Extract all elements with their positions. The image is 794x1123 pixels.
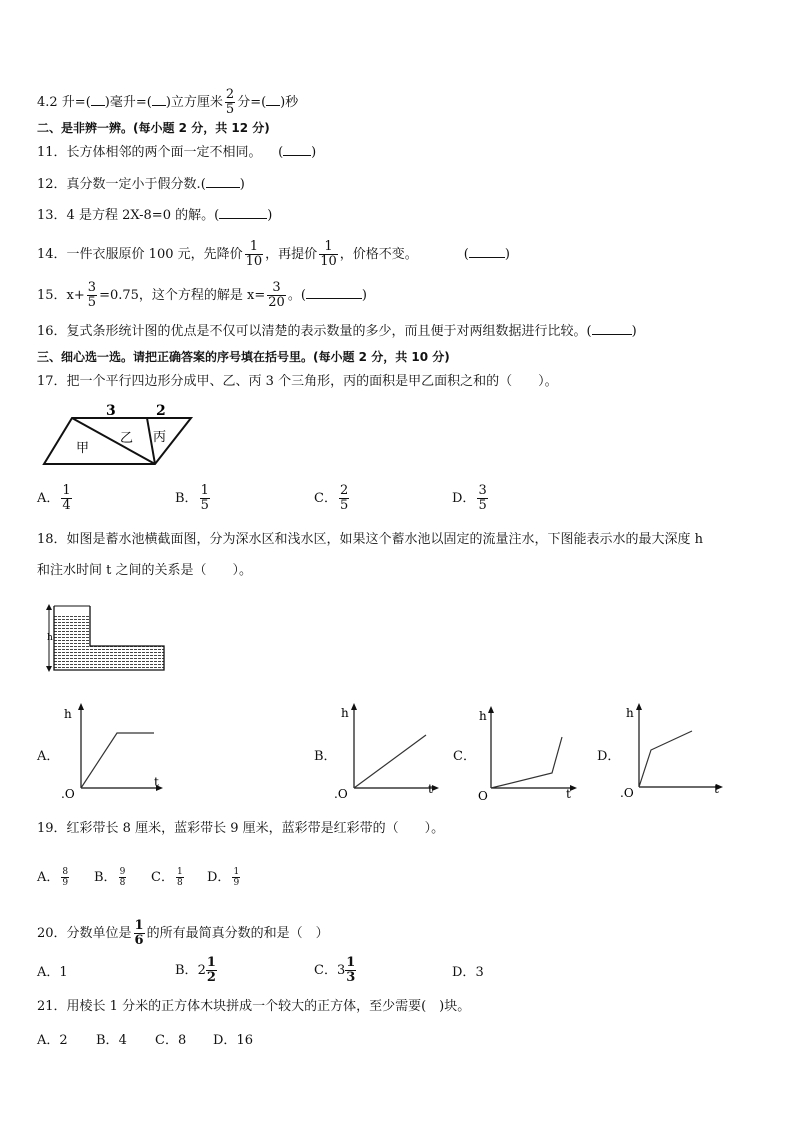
q18-option-d-label[interactable]: D． xyxy=(597,749,621,764)
q18-option-b-label[interactable]: B． xyxy=(314,749,337,764)
q17-option-c[interactable]: C． $\frac{2}{5}$ xyxy=(314,483,349,513)
svg-text:h: h xyxy=(64,707,72,721)
fraction: $\frac{3}{20}$ xyxy=(268,280,285,310)
top-left-label: 3 xyxy=(106,403,116,419)
svg-text:t: t xyxy=(566,787,571,801)
question-17: 17．把一个平行四边形分成甲、乙、丙 3 个三角形，丙的面积是甲乙面积之和的（ ）。 xyxy=(37,374,558,389)
svg-text:t: t xyxy=(428,782,433,796)
q19-option-c[interactable]: C． $\frac{1}{8}$ xyxy=(151,867,183,888)
graph-b[interactable] xyxy=(332,700,444,802)
question-13: 13．4 是方程 2X-8=0 的解。( ) xyxy=(37,208,273,223)
question-11: 11．长方体相邻的两个面一定不相同。 ( ) xyxy=(37,145,317,160)
q17-option-d[interactable]: D． $\frac{3}{5}$ xyxy=(452,483,487,513)
section-2-heading: 二、是非辨一辨。(每小题 2 分，共 12 分) xyxy=(37,121,270,135)
question-18-line-2: 和注水时间 t 之间的关系是（ ）。 xyxy=(37,563,252,578)
answer-blank-1[interactable] xyxy=(91,105,105,106)
answer-blank[interactable] xyxy=(219,218,267,219)
q17-option-a[interactable]: A． $\frac{1}{4}$ xyxy=(37,483,71,513)
svg-text:t: t xyxy=(154,775,159,789)
q20-option-c[interactable]: C．3 $\frac{1}{3}$ xyxy=(314,955,356,985)
pool-cross-section xyxy=(42,600,170,676)
graph-a-curve xyxy=(81,733,154,788)
section-3-heading: 三、细心选一选。请把正确答案的序号填在括号里。(每小题 2 分，共 10 分) xyxy=(37,350,450,364)
q20-option-b[interactable]: B．2 $\frac{1}{2}$ xyxy=(175,955,216,985)
answer-blank[interactable] xyxy=(206,187,240,188)
q19-option-d[interactable]: D． $\frac{1}{9}$ xyxy=(207,867,240,888)
q20-option-a[interactable]: A．1 xyxy=(37,965,68,980)
depth-arrow-bottom xyxy=(46,666,52,672)
answer-blank-3[interactable] xyxy=(266,105,280,106)
top-right-label: 2 xyxy=(156,403,166,419)
answer-blank[interactable] xyxy=(283,155,311,156)
jia-label: 甲 xyxy=(76,441,90,456)
q21-option-b[interactable]: B．4 xyxy=(96,1033,127,1048)
q21-option-c[interactable]: C．8 xyxy=(155,1033,187,1048)
bing-label: 丙 xyxy=(153,430,167,445)
answer-blank[interactable] xyxy=(469,257,505,258)
svg-text:t: t xyxy=(714,782,719,796)
question-16: 16．复式条形统计图的优点是不仅可以清楚的表示数量的多少，而且便于对两组数据进行比较。( ) xyxy=(37,324,637,339)
parallelogram-outline xyxy=(44,418,191,464)
question-14: 14．一件衣服原价 100 元，先降价 $\frac{1}{10}$ ，再提价 $\frac{1}{10}$ ，价格不变。 ( ) xyxy=(37,239,510,269)
question-15: 15．x+ $\frac{3}{5}$ =0.75，这个方程的解是 x= $\frac{3}{20}$ 。( ) xyxy=(37,280,367,310)
q19-option-b[interactable]: B． $\frac{9}{8}$ xyxy=(94,867,126,888)
question-18-line-1: 18．如图是蓄水池横截面图，分为深水区和浅水区，如果这个蓄水池以固定的流量注水，下图能表示水的最大深度 h xyxy=(37,532,704,547)
q19-option-a[interactable]: A． $\frac{8}{9}$ xyxy=(37,867,69,888)
fraction: $\frac{2}{5}$ xyxy=(225,87,235,117)
answer-blank[interactable] xyxy=(306,298,362,299)
answer-blank-2[interactable] xyxy=(152,105,166,106)
graph-d-curve xyxy=(639,731,692,787)
graph-c-curve xyxy=(491,737,562,788)
svg-text:h: h xyxy=(341,706,349,720)
question-12: 12．真分数一定小于假分数.( ) xyxy=(37,177,245,192)
yi-label: 乙 xyxy=(120,431,134,446)
question-21: 21．用棱长 1 分米的正方体木块拼成一个较大的正方体，至少需要( )块。 xyxy=(37,999,471,1014)
graph-d[interactable] xyxy=(618,700,730,802)
depth-label: h xyxy=(47,633,53,643)
q20-option-d[interactable]: D．3 xyxy=(452,965,484,980)
q21-option-d[interactable]: D．16 xyxy=(213,1033,253,1048)
svg-text:h: h xyxy=(626,706,634,720)
graph-c[interactable] xyxy=(472,703,584,805)
q17-option-b[interactable]: B． $\frac{1}{5}$ xyxy=(175,483,209,513)
parallelogram-figure xyxy=(40,402,200,468)
deep-water xyxy=(54,614,90,670)
q18-option-c-label[interactable]: C． xyxy=(453,749,476,764)
svg-text:.O: .O xyxy=(334,787,348,801)
fraction: $\frac{3}{5}$ xyxy=(87,280,97,310)
svg-text:.O: .O xyxy=(620,786,634,800)
depth-arrow-top xyxy=(46,604,52,610)
question-20: 20．分数单位是 $\frac{1}{6}$ 的所有最简真分数的和是（ ） xyxy=(37,918,329,948)
svg-text:.O: .O xyxy=(61,787,75,801)
conversion-question: 4.2 升=( )毫升=( )立方厘米 $\frac{2}{5}$ 分=( )秒 xyxy=(37,87,299,117)
graph-b-curve xyxy=(354,735,426,788)
svg-text:O: O xyxy=(478,789,488,803)
svg-text:h: h xyxy=(479,709,487,723)
fraction: $\frac{1}{10}$ xyxy=(245,239,263,269)
q21-option-a[interactable]: A．2 xyxy=(37,1033,68,1048)
answer-blank[interactable] xyxy=(592,334,632,335)
graph-a[interactable] xyxy=(58,700,168,802)
shallow-water xyxy=(90,646,164,670)
q18-option-a-label[interactable]: A． xyxy=(37,749,60,764)
fraction: $\frac{1}{10}$ xyxy=(320,239,337,269)
question-19: 19．红彩带长 8 厘米，蓝彩带长 9 厘米，蓝彩带是红彩带的（ ）。 xyxy=(37,821,445,836)
